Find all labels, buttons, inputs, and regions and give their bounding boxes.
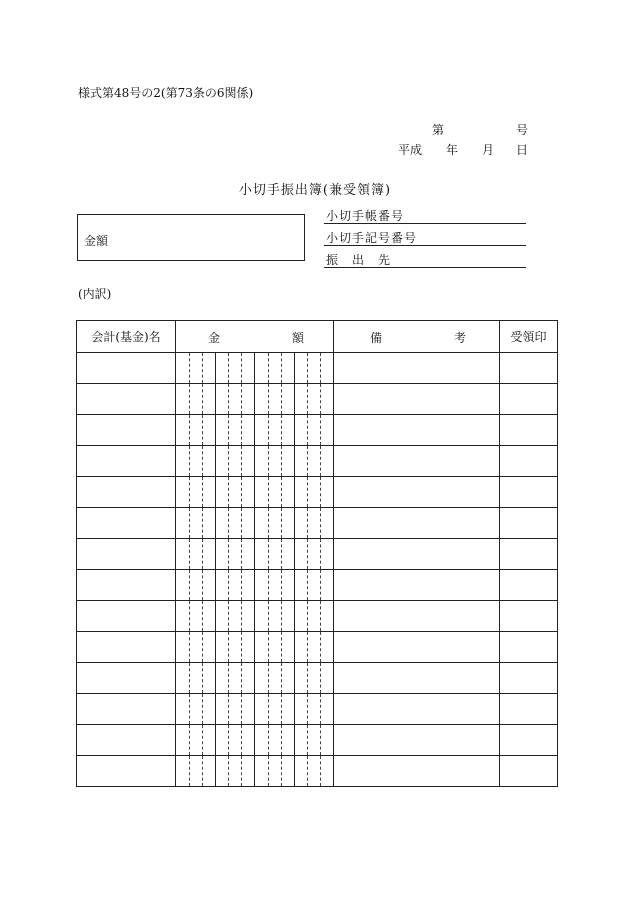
table-header-row [77,321,558,353]
digit-divider [254,415,255,445]
digit-divider [320,601,321,631]
digit-divider [241,756,242,786]
digit-divider [254,384,255,414]
date-year: 年 [446,143,459,157]
table-row [77,446,558,477]
table-row [77,415,558,446]
digit-divider [307,725,308,755]
account-cell[interactable] [77,632,176,663]
payee-label: 振 出 先 [326,253,392,267]
amount-label: 金額 [84,234,109,248]
amount-cell[interactable] [176,508,334,539]
note-cell[interactable] [334,353,500,384]
digit-divider [228,508,229,538]
digit-divider [320,353,321,383]
digit-divider [215,446,216,476]
account-cell[interactable] [77,756,176,787]
note-cell[interactable] [334,725,500,756]
number-suffix: 号 [516,123,529,137]
digit-divider [241,694,242,724]
stamp-cell[interactable] [500,415,558,446]
digit-divider [215,725,216,755]
note-cell[interactable] [334,570,500,601]
digit-divider [294,725,295,755]
digit-divider [307,694,308,724]
digit-divider [202,508,203,538]
digit-divider [215,694,216,724]
digit-divider [294,446,295,476]
digit-divider [281,539,282,569]
check-serial-number-field[interactable] [324,229,526,246]
check-serial-number-label: 小切手記号番号 [326,231,418,245]
digit-divider [189,384,190,414]
digit-divider [320,415,321,445]
digit-divider [281,663,282,693]
digit-divider [268,415,269,445]
digit-divider [189,632,190,662]
digit-divider [268,694,269,724]
digit-divider [281,477,282,507]
header-amount-left: 金 [208,331,221,345]
digit-divider [189,353,190,383]
table-row [77,570,558,601]
digit-divider [294,632,295,662]
stamp-cell[interactable] [500,477,558,508]
note-cell[interactable] [334,477,500,508]
digit-divider [189,756,190,786]
digit-divider [228,415,229,445]
digit-divider [202,570,203,600]
digit-divider [254,694,255,724]
breakdown-label: (内訳) [78,287,112,301]
stamp-cell[interactable] [500,632,558,663]
digit-divider [189,663,190,693]
digit-divider [215,601,216,631]
digit-divider [307,570,308,600]
note-cell[interactable] [334,601,500,632]
digit-divider [294,570,295,600]
digit-divider [307,384,308,414]
note-cell[interactable] [334,539,500,570]
digit-divider [254,663,255,693]
digit-divider [281,632,282,662]
digit-divider [241,446,242,476]
note-cell[interactable] [334,415,500,446]
digit-divider [294,415,295,445]
table-row [77,353,558,384]
digit-divider [294,384,295,414]
digit-divider [215,415,216,445]
digit-divider [294,663,295,693]
amount-cell[interactable] [176,601,334,632]
note-cell[interactable] [334,446,500,477]
digit-divider [307,415,308,445]
digit-divider [307,508,308,538]
digit-divider [281,446,282,476]
amount-cell[interactable] [176,632,334,663]
table-row [77,508,558,539]
table-row [77,725,558,756]
digit-divider [241,477,242,507]
digit-divider [268,539,269,569]
digit-divider [202,601,203,631]
table-row [77,601,558,632]
digit-divider [228,601,229,631]
digit-divider [320,539,321,569]
digit-divider [307,353,308,383]
digit-divider [254,508,255,538]
digit-divider [281,725,282,755]
digit-divider [307,663,308,693]
stamp-cell[interactable] [500,694,558,725]
checkbook-number-field[interactable] [324,207,526,224]
note-cell[interactable] [334,694,500,725]
digit-divider [281,694,282,724]
table-row [77,539,558,570]
note-cell[interactable] [334,663,500,694]
digit-divider [254,601,255,631]
digit-divider [202,663,203,693]
digit-divider [294,601,295,631]
header-account: 会計(基金)名 [77,321,176,353]
digit-divider [254,477,255,507]
account-cell[interactable] [77,725,176,756]
digit-divider [320,694,321,724]
account-cell[interactable] [77,601,176,632]
digit-divider [228,632,229,662]
digit-divider [254,570,255,600]
amount-cell[interactable] [176,663,334,694]
digit-divider [241,725,242,755]
digit-divider [241,632,242,662]
amount-cell[interactable] [176,756,334,787]
digit-divider [202,446,203,476]
digit-divider [189,539,190,569]
account-cell[interactable] [77,539,176,570]
digit-divider [307,756,308,786]
note-cell[interactable] [334,756,500,787]
date-line [0,141,630,157]
header-amount [176,321,334,353]
digit-divider [241,384,242,414]
digit-divider [215,508,216,538]
digit-divider [189,725,190,755]
digit-divider [294,694,295,724]
digit-divider [189,694,190,724]
digit-divider [268,353,269,383]
amount-cell[interactable] [176,694,334,725]
digit-divider [307,632,308,662]
note-cell[interactable] [334,384,500,415]
digit-divider [268,601,269,631]
digit-divider [228,384,229,414]
digit-divider [202,694,203,724]
digit-divider [228,756,229,786]
digit-divider [202,353,203,383]
digit-divider [320,384,321,414]
digit-divider [254,446,255,476]
digit-divider [241,508,242,538]
digit-divider [228,725,229,755]
digit-divider [320,663,321,693]
digit-divider [320,446,321,476]
digit-divider [268,632,269,662]
digit-divider [254,539,255,569]
digit-divider [241,601,242,631]
digit-divider [189,570,190,600]
amount-cell[interactable] [176,539,334,570]
digit-divider [202,477,203,507]
digit-divider [202,632,203,662]
digit-divider [215,539,216,569]
digit-divider [215,384,216,414]
digit-divider [228,570,229,600]
digit-divider [228,663,229,693]
header-note-left: 備 [370,331,383,345]
digit-divider [320,632,321,662]
header-note-right: 考 [454,331,467,345]
digit-divider [202,725,203,755]
digit-divider [307,539,308,569]
number-prefix: 第 [432,123,445,137]
digit-divider [254,353,255,383]
digit-divider [202,384,203,414]
digit-divider [281,353,282,383]
digit-divider [241,415,242,445]
document-title: 小切手振出簿(兼受領簿) [238,183,392,198]
digit-divider [189,477,190,507]
stamp-cell[interactable] [500,663,558,694]
digit-divider [320,477,321,507]
digit-divider [268,384,269,414]
amount-cell[interactable] [176,384,334,415]
digit-divider [254,725,255,755]
digit-divider [189,446,190,476]
digit-divider [241,353,242,383]
date-era: 平成 [398,143,423,157]
digit-divider [215,663,216,693]
digit-divider [294,539,295,569]
digit-divider [228,446,229,476]
digit-divider [320,725,321,755]
table-row [77,694,558,725]
digit-divider [268,663,269,693]
digit-divider [189,601,190,631]
digit-divider [202,756,203,786]
table-row [77,384,558,415]
digit-divider [268,725,269,755]
stamp-cell[interactable] [500,601,558,632]
amount-cell[interactable] [176,446,334,477]
stamp-cell[interactable] [500,353,558,384]
amount-cell[interactable] [176,570,334,601]
digit-divider [281,415,282,445]
date-month: 月 [482,143,495,157]
form-number: 様式第48号の2(第73条の6関係) [78,86,254,100]
account-cell[interactable] [77,384,176,415]
stamp-cell[interactable] [500,570,558,601]
digit-divider [294,508,295,538]
digit-divider [307,477,308,507]
amount-cell[interactable] [176,415,334,446]
stamp-cell[interactable] [500,725,558,756]
digit-divider [268,570,269,600]
digit-divider [228,539,229,569]
digit-divider [215,570,216,600]
digit-divider [268,446,269,476]
digit-divider [281,601,282,631]
account-cell[interactable] [77,446,176,477]
account-cell[interactable] [77,694,176,725]
digit-divider [202,539,203,569]
digit-divider [307,601,308,631]
digit-divider [254,756,255,786]
account-cell[interactable] [77,477,176,508]
digit-divider [268,508,269,538]
stamp-cell[interactable] [500,446,558,477]
digit-divider [241,663,242,693]
digit-divider [307,446,308,476]
ledger-table [76,320,558,787]
table-row [77,663,558,694]
table-row [77,632,558,663]
document-number-line [0,121,630,137]
account-cell[interactable] [77,663,176,694]
stamp-cell[interactable] [500,539,558,570]
date-day: 日 [516,143,529,157]
digit-divider [189,415,190,445]
account-cell[interactable] [77,415,176,446]
checkbook-number-label: 小切手帳番号 [326,209,405,223]
digit-divider [228,694,229,724]
digit-divider [294,477,295,507]
stamp-cell[interactable] [500,384,558,415]
digit-divider [215,632,216,662]
digit-divider [254,632,255,662]
account-cell[interactable] [77,508,176,539]
digit-divider [189,508,190,538]
note-cell[interactable] [334,508,500,539]
account-cell[interactable] [77,353,176,384]
digit-divider [320,570,321,600]
table-row [77,756,558,787]
digit-divider [320,508,321,538]
account-cell[interactable] [77,570,176,601]
digit-divider [215,756,216,786]
digit-divider [241,539,242,569]
amount-field[interactable] [77,214,305,261]
digit-divider [268,477,269,507]
digit-divider [281,756,282,786]
amount-cell[interactable] [176,353,334,384]
stamp-cell[interactable] [500,756,558,787]
digit-divider [281,570,282,600]
header-amount-right: 額 [292,331,305,345]
header-note [334,321,500,353]
digit-divider [202,415,203,445]
digit-divider [294,756,295,786]
table-row [77,477,558,508]
payee-field[interactable] [324,251,526,268]
digit-divider [228,353,229,383]
digit-divider [294,353,295,383]
note-cell[interactable] [334,632,500,663]
amount-cell[interactable] [176,477,334,508]
digit-divider [320,756,321,786]
amount-cell[interactable] [176,725,334,756]
digit-divider [281,384,282,414]
digit-divider [228,477,229,507]
header-stamp: 受領印 [500,321,558,353]
digit-divider [268,756,269,786]
digit-divider [281,508,282,538]
stamp-cell[interactable] [500,508,558,539]
digit-divider [215,477,216,507]
digit-divider [215,353,216,383]
digit-divider [241,570,242,600]
